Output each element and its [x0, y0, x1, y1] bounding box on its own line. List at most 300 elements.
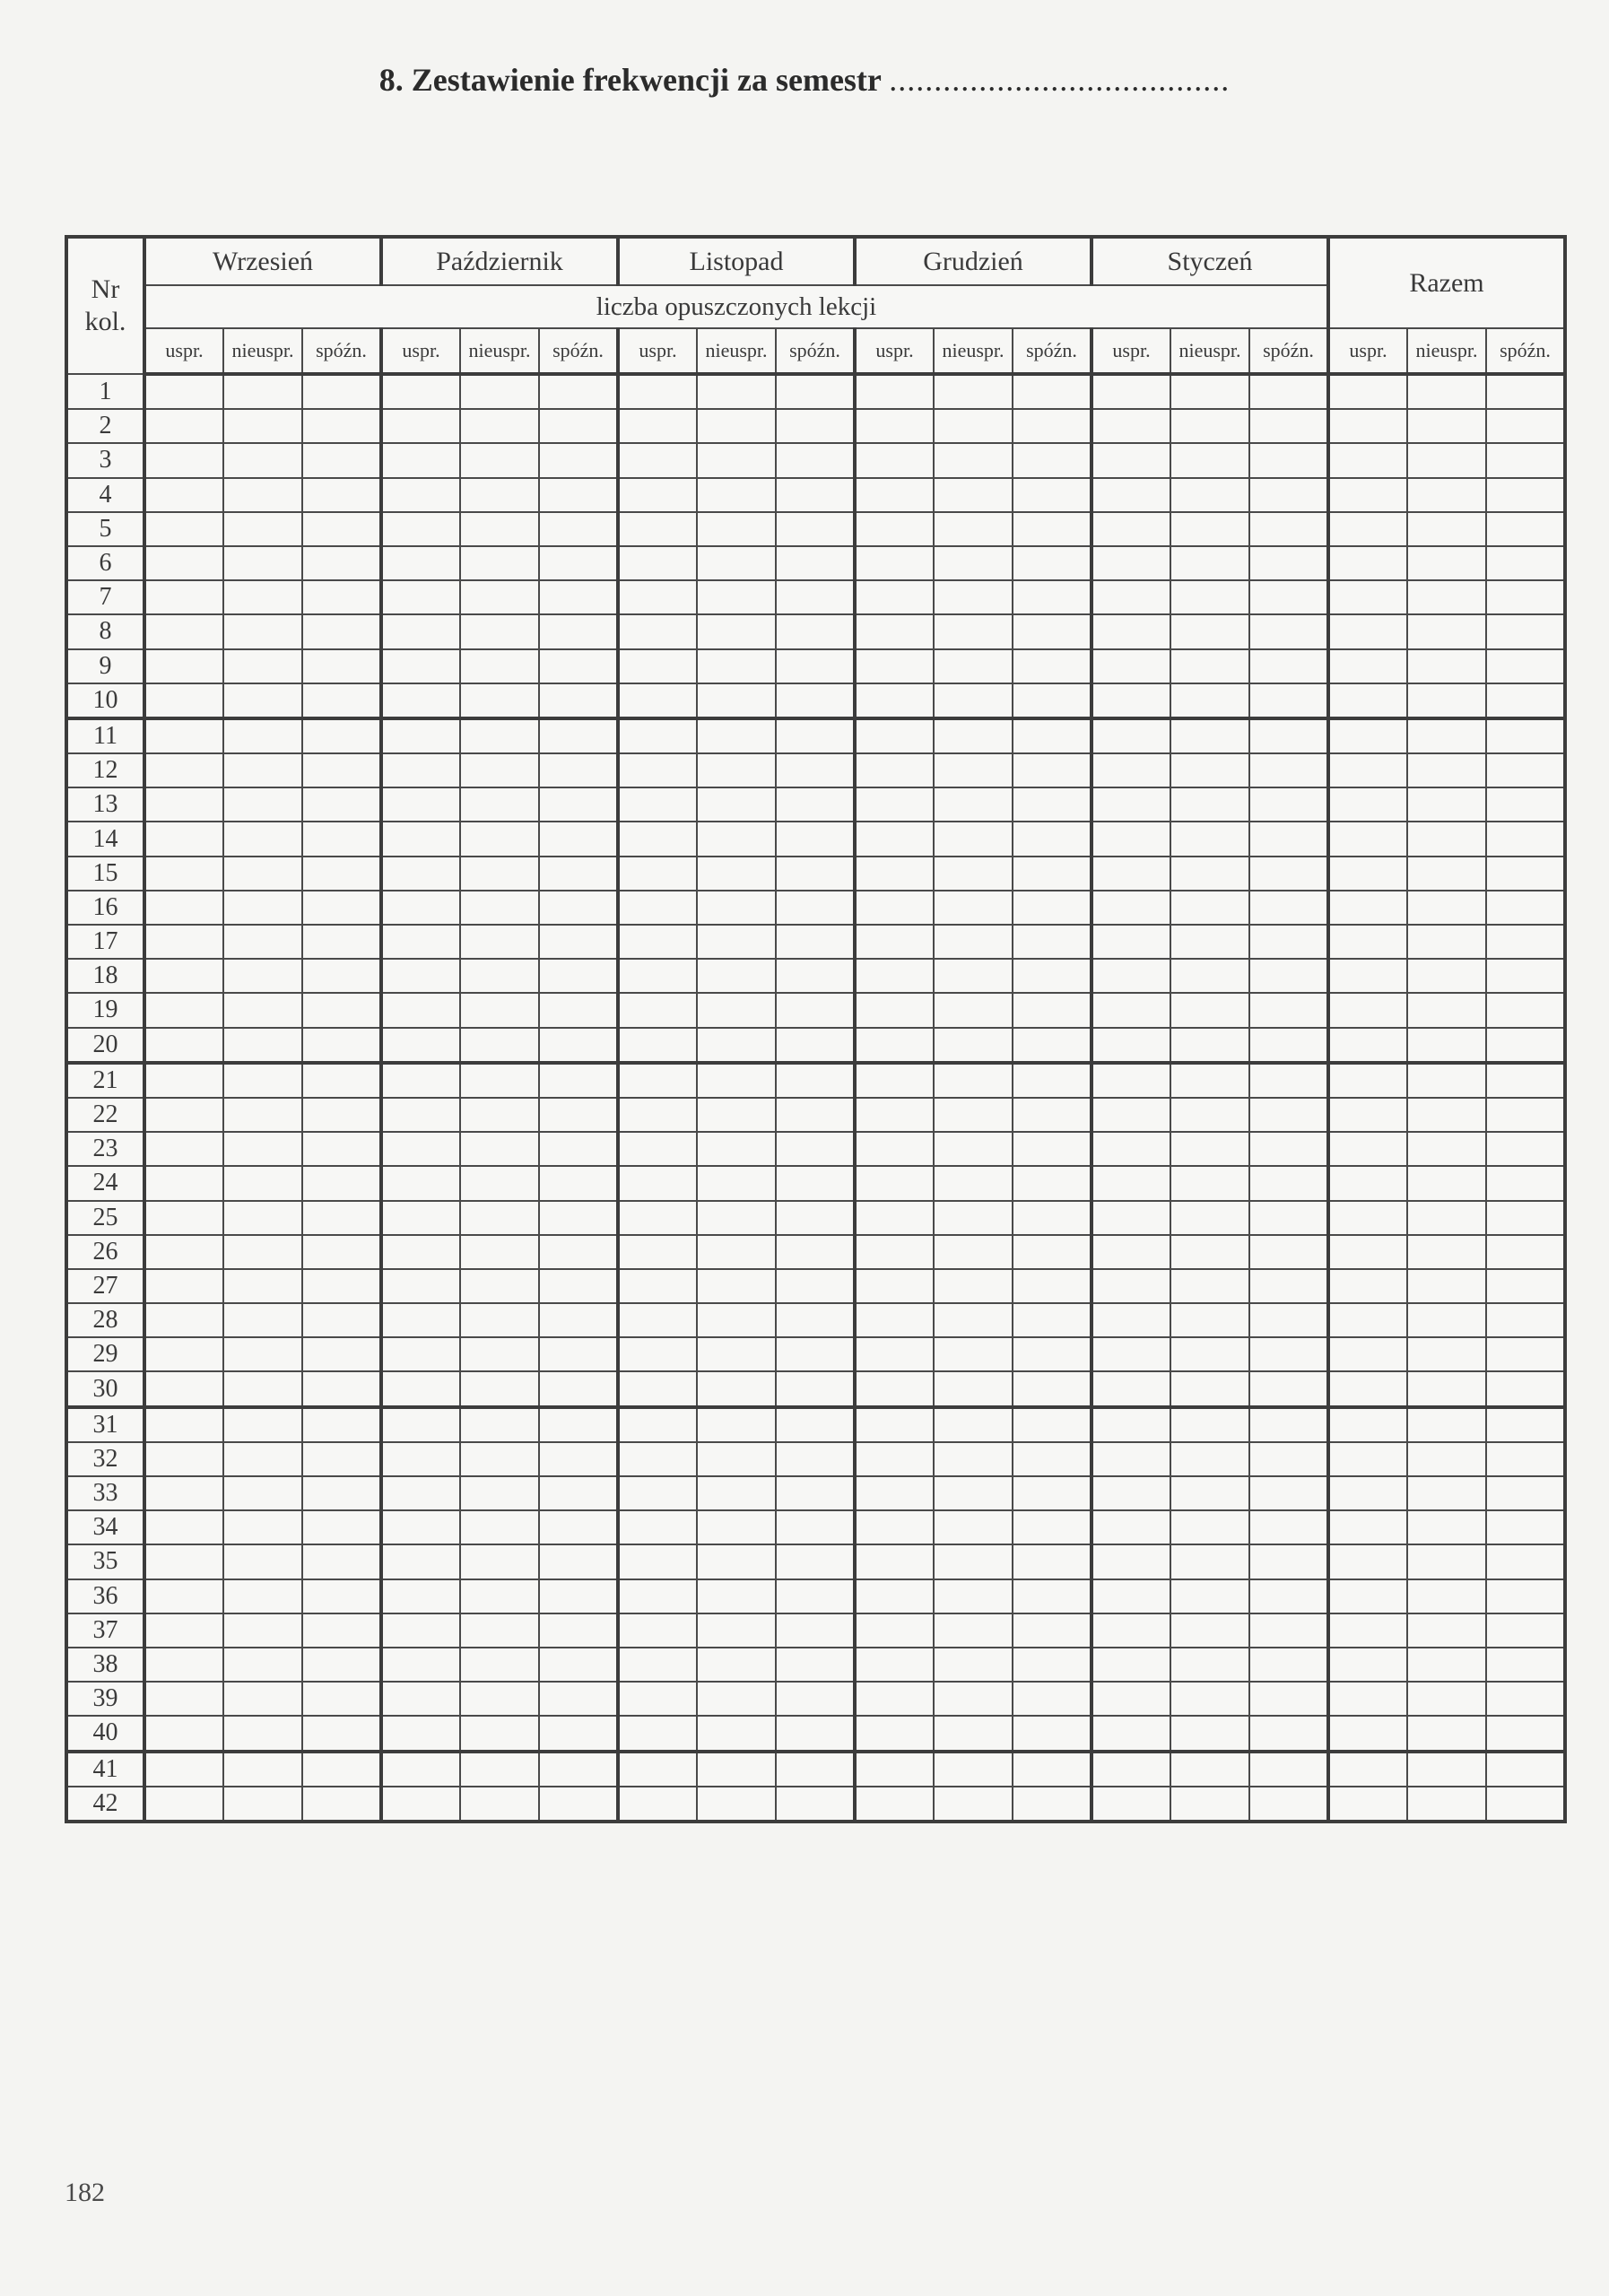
entry-cell[interactable]: [776, 649, 855, 683]
entry-cell[interactable]: [1249, 1716, 1328, 1751]
entry-cell[interactable]: [618, 1132, 697, 1166]
entry-cell[interactable]: [697, 1028, 776, 1063]
entry-cell[interactable]: [1092, 580, 1170, 614]
entry-cell[interactable]: [1170, 512, 1249, 546]
entry-cell[interactable]: [697, 512, 776, 546]
entry-cell[interactable]: [697, 1337, 776, 1371]
entry-cell[interactable]: [618, 1682, 697, 1716]
entry-cell[interactable]: [381, 1613, 460, 1648]
entry-cell[interactable]: [776, 891, 855, 925]
entry-cell[interactable]: [1013, 1166, 1092, 1200]
entry-cell[interactable]: [855, 1510, 934, 1544]
entry-cell[interactable]: [1249, 374, 1328, 409]
entry-cell[interactable]: [934, 1063, 1013, 1098]
entry-cell[interactable]: [1486, 1201, 1565, 1235]
entry-cell[interactable]: [223, 1028, 302, 1063]
entry-cell[interactable]: [776, 580, 855, 614]
entry-cell[interactable]: [1407, 1098, 1486, 1132]
entry-cell[interactable]: [1092, 1337, 1170, 1371]
entry-cell[interactable]: [934, 409, 1013, 443]
entry-cell[interactable]: [934, 1269, 1013, 1303]
entry-cell[interactable]: [1249, 1613, 1328, 1648]
entry-cell[interactable]: [855, 1235, 934, 1269]
entry-cell[interactable]: [1013, 1682, 1092, 1716]
entry-cell[interactable]: [618, 614, 697, 648]
entry-cell[interactable]: [144, 1235, 223, 1269]
entry-cell[interactable]: [223, 546, 302, 580]
entry-cell[interactable]: [223, 683, 302, 718]
entry-cell[interactable]: [1170, 1407, 1249, 1442]
entry-cell[interactable]: [1486, 1752, 1565, 1787]
entry-cell[interactable]: [776, 1269, 855, 1303]
entry-cell[interactable]: [1092, 1407, 1170, 1442]
entry-cell[interactable]: [144, 787, 223, 822]
entry-cell[interactable]: [1092, 1787, 1170, 1822]
entry-cell[interactable]: [460, 753, 539, 787]
entry-cell[interactable]: [539, 753, 618, 787]
entry-cell[interactable]: [1013, 1269, 1092, 1303]
entry-cell[interactable]: [1407, 787, 1486, 822]
entry-cell[interactable]: [855, 409, 934, 443]
entry-cell[interactable]: [776, 822, 855, 856]
entry-cell[interactable]: [1407, 1613, 1486, 1648]
entry-cell[interactable]: [697, 1510, 776, 1544]
entry-cell[interactable]: [1170, 1269, 1249, 1303]
entry-cell[interactable]: [1486, 1648, 1565, 1682]
entry-cell[interactable]: [1328, 959, 1407, 993]
entry-cell[interactable]: [302, 1648, 381, 1682]
entry-cell[interactable]: [1407, 857, 1486, 891]
entry-cell[interactable]: [223, 891, 302, 925]
entry-cell[interactable]: [1407, 1166, 1486, 1200]
entry-cell[interactable]: [223, 1303, 302, 1337]
entry-cell[interactable]: [1249, 1787, 1328, 1822]
entry-cell[interactable]: [697, 753, 776, 787]
entry-cell[interactable]: [1249, 512, 1328, 546]
entry-cell[interactable]: [618, 1337, 697, 1371]
entry-cell[interactable]: [776, 1510, 855, 1544]
entry-cell[interactable]: [1013, 443, 1092, 477]
entry-cell[interactable]: [1328, 1371, 1407, 1406]
entry-cell[interactable]: [697, 1716, 776, 1751]
entry-cell[interactable]: [697, 1787, 776, 1822]
entry-cell[interactable]: [539, 857, 618, 891]
entry-cell[interactable]: [697, 925, 776, 959]
entry-cell[interactable]: [144, 822, 223, 856]
entry-cell[interactable]: [1170, 1166, 1249, 1200]
entry-cell[interactable]: [381, 1716, 460, 1751]
entry-cell[interactable]: [1170, 1442, 1249, 1476]
entry-cell[interactable]: [1170, 925, 1249, 959]
entry-cell[interactable]: [697, 1407, 776, 1442]
entry-cell[interactable]: [1013, 1787, 1092, 1822]
entry-cell[interactable]: [381, 1407, 460, 1442]
entry-cell[interactable]: [539, 1752, 618, 1787]
entry-cell[interactable]: [223, 1787, 302, 1822]
entry-cell[interactable]: [1328, 614, 1407, 648]
entry-cell[interactable]: [1407, 925, 1486, 959]
entry-cell[interactable]: [1486, 753, 1565, 787]
entry-cell[interactable]: [618, 1201, 697, 1235]
entry-cell[interactable]: [1170, 1201, 1249, 1235]
entry-cell[interactable]: [1407, 478, 1486, 512]
entry-cell[interactable]: [697, 683, 776, 718]
entry-cell[interactable]: [1328, 478, 1407, 512]
entry-cell[interactable]: [776, 1371, 855, 1406]
entry-cell[interactable]: [1249, 1063, 1328, 1098]
entry-cell[interactable]: [1249, 1682, 1328, 1716]
entry-cell[interactable]: [381, 857, 460, 891]
entry-cell[interactable]: [855, 1098, 934, 1132]
entry-cell[interactable]: [934, 1648, 1013, 1682]
entry-cell[interactable]: [1170, 891, 1249, 925]
entry-cell[interactable]: [144, 512, 223, 546]
entry-cell[interactable]: [381, 478, 460, 512]
entry-cell[interactable]: [1013, 1476, 1092, 1510]
entry-cell[interactable]: [618, 822, 697, 856]
entry-cell[interactable]: [144, 649, 223, 683]
entry-cell[interactable]: [381, 787, 460, 822]
entry-cell[interactable]: [1013, 787, 1092, 822]
entry-cell[interactable]: [539, 1476, 618, 1510]
entry-cell[interactable]: [1328, 925, 1407, 959]
entry-cell[interactable]: [1407, 753, 1486, 787]
entry-cell[interactable]: [1249, 1407, 1328, 1442]
entry-cell[interactable]: [855, 1442, 934, 1476]
entry-cell[interactable]: [1170, 787, 1249, 822]
entry-cell[interactable]: [934, 1028, 1013, 1063]
entry-cell[interactable]: [223, 1648, 302, 1682]
entry-cell[interactable]: [381, 1166, 460, 1200]
entry-cell[interactable]: [776, 1613, 855, 1648]
entry-cell[interactable]: [1486, 1442, 1565, 1476]
entry-cell[interactable]: [302, 891, 381, 925]
entry-cell[interactable]: [1407, 1682, 1486, 1716]
entry-cell[interactable]: [460, 546, 539, 580]
entry-cell[interactable]: [539, 1648, 618, 1682]
entry-cell[interactable]: [381, 1201, 460, 1235]
entry-cell[interactable]: [1249, 1442, 1328, 1476]
entry-cell[interactable]: [1328, 1682, 1407, 1716]
entry-cell[interactable]: [539, 1510, 618, 1544]
entry-cell[interactable]: [934, 1201, 1013, 1235]
entry-cell[interactable]: [1486, 512, 1565, 546]
entry-cell[interactable]: [223, 1166, 302, 1200]
entry-cell[interactable]: [855, 1648, 934, 1682]
entry-cell[interactable]: [855, 1166, 934, 1200]
entry-cell[interactable]: [1407, 822, 1486, 856]
entry-cell[interactable]: [1328, 1303, 1407, 1337]
entry-cell[interactable]: [1170, 1476, 1249, 1510]
entry-cell[interactable]: [144, 1510, 223, 1544]
entry-cell[interactable]: [539, 614, 618, 648]
entry-cell[interactable]: [934, 478, 1013, 512]
entry-cell[interactable]: [1407, 1544, 1486, 1578]
entry-cell[interactable]: [460, 649, 539, 683]
entry-cell[interactable]: [460, 1682, 539, 1716]
entry-cell[interactable]: [1092, 1098, 1170, 1132]
entry-cell[interactable]: [1328, 1716, 1407, 1751]
entry-cell[interactable]: [855, 891, 934, 925]
entry-cell[interactable]: [618, 1648, 697, 1682]
entry-cell[interactable]: [855, 1337, 934, 1371]
entry-cell[interactable]: [1170, 1028, 1249, 1063]
entry-cell[interactable]: [697, 1442, 776, 1476]
entry-cell[interactable]: [460, 1201, 539, 1235]
entry-cell[interactable]: [381, 1098, 460, 1132]
entry-cell[interactable]: [855, 753, 934, 787]
entry-cell[interactable]: [855, 1716, 934, 1751]
entry-cell[interactable]: [1013, 1579, 1092, 1613]
entry-cell[interactable]: [1486, 1303, 1565, 1337]
entry-cell[interactable]: [302, 1476, 381, 1510]
entry-cell[interactable]: [1328, 1235, 1407, 1269]
entry-cell[interactable]: [539, 683, 618, 718]
entry-cell[interactable]: [1249, 443, 1328, 477]
entry-cell[interactable]: [1092, 1063, 1170, 1098]
entry-cell[interactable]: [855, 1613, 934, 1648]
entry-cell[interactable]: [1013, 1028, 1092, 1063]
entry-cell[interactable]: [1013, 857, 1092, 891]
entry-cell[interactable]: [934, 580, 1013, 614]
entry-cell[interactable]: [460, 1132, 539, 1166]
entry-cell[interactable]: [302, 1063, 381, 1098]
entry-cell[interactable]: [1486, 580, 1565, 614]
entry-cell[interactable]: [539, 443, 618, 477]
entry-cell[interactable]: [302, 580, 381, 614]
entry-cell[interactable]: [618, 1098, 697, 1132]
entry-cell[interactable]: [144, 1063, 223, 1098]
entry-cell[interactable]: [618, 580, 697, 614]
entry-cell[interactable]: [855, 1063, 934, 1098]
entry-cell[interactable]: [1013, 683, 1092, 718]
entry-cell[interactable]: [697, 1752, 776, 1787]
entry-cell[interactable]: [1013, 1648, 1092, 1682]
entry-cell[interactable]: [1328, 1407, 1407, 1442]
entry-cell[interactable]: [1170, 993, 1249, 1027]
entry-cell[interactable]: [381, 409, 460, 443]
entry-cell[interactable]: [223, 1544, 302, 1578]
entry-cell[interactable]: [1407, 614, 1486, 648]
entry-cell[interactable]: [1092, 1442, 1170, 1476]
entry-cell[interactable]: [539, 374, 618, 409]
entry-cell[interactable]: [1092, 1716, 1170, 1751]
entry-cell[interactable]: [1486, 891, 1565, 925]
entry-cell[interactable]: [381, 1648, 460, 1682]
entry-cell[interactable]: [697, 374, 776, 409]
entry-cell[interactable]: [1328, 649, 1407, 683]
entry-cell[interactable]: [697, 1098, 776, 1132]
entry-cell[interactable]: [460, 1787, 539, 1822]
entry-cell[interactable]: [223, 753, 302, 787]
entry-cell[interactable]: [381, 1510, 460, 1544]
entry-cell[interactable]: [1249, 546, 1328, 580]
entry-cell[interactable]: [223, 1442, 302, 1476]
entry-cell[interactable]: [776, 1752, 855, 1787]
entry-cell[interactable]: [697, 409, 776, 443]
entry-cell[interactable]: [697, 546, 776, 580]
entry-cell[interactable]: [1249, 649, 1328, 683]
entry-cell[interactable]: [223, 1063, 302, 1098]
entry-cell[interactable]: [934, 1407, 1013, 1442]
entry-cell[interactable]: [223, 822, 302, 856]
entry-cell[interactable]: [1249, 1752, 1328, 1787]
entry-cell[interactable]: [223, 1235, 302, 1269]
entry-cell[interactable]: [855, 787, 934, 822]
entry-cell[interactable]: [934, 374, 1013, 409]
entry-cell[interactable]: [1249, 891, 1328, 925]
entry-cell[interactable]: [1170, 1682, 1249, 1716]
entry-cell[interactable]: [1170, 683, 1249, 718]
entry-cell[interactable]: [934, 1442, 1013, 1476]
entry-cell[interactable]: [381, 718, 460, 753]
entry-cell[interactable]: [776, 1063, 855, 1098]
entry-cell[interactable]: [1013, 718, 1092, 753]
entry-cell[interactable]: [1328, 409, 1407, 443]
entry-cell[interactable]: [1486, 1337, 1565, 1371]
entry-cell[interactable]: [144, 959, 223, 993]
entry-cell[interactable]: [302, 546, 381, 580]
entry-cell[interactable]: [539, 1028, 618, 1063]
entry-cell[interactable]: [1328, 1201, 1407, 1235]
entry-cell[interactable]: [539, 1063, 618, 1098]
entry-cell[interactable]: [1486, 1787, 1565, 1822]
entry-cell[interactable]: [1092, 1303, 1170, 1337]
entry-cell[interactable]: [1328, 1028, 1407, 1063]
entry-cell[interactable]: [1249, 753, 1328, 787]
entry-cell[interactable]: [1013, 1752, 1092, 1787]
entry-cell[interactable]: [1013, 478, 1092, 512]
entry-cell[interactable]: [1092, 1579, 1170, 1613]
entry-cell[interactable]: [855, 1476, 934, 1510]
entry-cell[interactable]: [381, 925, 460, 959]
entry-cell[interactable]: [460, 1166, 539, 1200]
entry-cell[interactable]: [381, 614, 460, 648]
entry-cell[interactable]: [1092, 1510, 1170, 1544]
entry-cell[interactable]: [381, 753, 460, 787]
entry-cell[interactable]: [1092, 753, 1170, 787]
entry-cell[interactable]: [1486, 1510, 1565, 1544]
entry-cell[interactable]: [1170, 1510, 1249, 1544]
entry-cell[interactable]: [539, 1787, 618, 1822]
entry-cell[interactable]: [697, 1371, 776, 1406]
entry-cell[interactable]: [1249, 1132, 1328, 1166]
entry-cell[interactable]: [776, 1337, 855, 1371]
entry-cell[interactable]: [1170, 443, 1249, 477]
entry-cell[interactable]: [460, 1544, 539, 1578]
entry-cell[interactable]: [223, 1579, 302, 1613]
entry-cell[interactable]: [934, 959, 1013, 993]
entry-cell[interactable]: [223, 1682, 302, 1716]
entry-cell[interactable]: [934, 1303, 1013, 1337]
entry-cell[interactable]: [539, 546, 618, 580]
entry-cell[interactable]: [618, 683, 697, 718]
entry-cell[interactable]: [776, 1787, 855, 1822]
entry-cell[interactable]: [381, 822, 460, 856]
entry-cell[interactable]: [1486, 925, 1565, 959]
entry-cell[interactable]: [144, 614, 223, 648]
entry-cell[interactable]: [302, 753, 381, 787]
entry-cell[interactable]: [697, 993, 776, 1027]
entry-cell[interactable]: [1407, 1510, 1486, 1544]
entry-cell[interactable]: [539, 891, 618, 925]
entry-cell[interactable]: [697, 1132, 776, 1166]
entry-cell[interactable]: [776, 546, 855, 580]
entry-cell[interactable]: [1249, 478, 1328, 512]
entry-cell[interactable]: [1249, 683, 1328, 718]
entry-cell[interactable]: [302, 718, 381, 753]
entry-cell[interactable]: [1013, 925, 1092, 959]
entry-cell[interactable]: [381, 1476, 460, 1510]
entry-cell[interactable]: [1407, 443, 1486, 477]
entry-cell[interactable]: [618, 1235, 697, 1269]
entry-cell[interactable]: [1328, 1269, 1407, 1303]
entry-cell[interactable]: [697, 1579, 776, 1613]
entry-cell[interactable]: [1170, 1235, 1249, 1269]
entry-cell[interactable]: [223, 1337, 302, 1371]
entry-cell[interactable]: [1407, 1407, 1486, 1442]
entry-cell[interactable]: [460, 1337, 539, 1371]
entry-cell[interactable]: [539, 822, 618, 856]
entry-cell[interactable]: [460, 1648, 539, 1682]
entry-cell[interactable]: [381, 1132, 460, 1166]
entry-cell[interactable]: [381, 546, 460, 580]
entry-cell[interactable]: [697, 1235, 776, 1269]
entry-cell[interactable]: [381, 959, 460, 993]
entry-cell[interactable]: [697, 1544, 776, 1578]
entry-cell[interactable]: [223, 1269, 302, 1303]
entry-cell[interactable]: [1407, 546, 1486, 580]
entry-cell[interactable]: [144, 1407, 223, 1442]
entry-cell[interactable]: [460, 891, 539, 925]
entry-cell[interactable]: [1013, 753, 1092, 787]
entry-cell[interactable]: [1170, 1371, 1249, 1406]
entry-cell[interactable]: [1092, 1682, 1170, 1716]
entry-cell[interactable]: [460, 443, 539, 477]
entry-cell[interactable]: [302, 1201, 381, 1235]
entry-cell[interactable]: [539, 1682, 618, 1716]
entry-cell[interactable]: [776, 1544, 855, 1578]
entry-cell[interactable]: [855, 857, 934, 891]
entry-cell[interactable]: [144, 1648, 223, 1682]
entry-cell[interactable]: [1170, 1579, 1249, 1613]
entry-cell[interactable]: [460, 993, 539, 1027]
entry-cell[interactable]: [460, 1442, 539, 1476]
entry-cell[interactable]: [460, 1407, 539, 1442]
entry-cell[interactable]: [855, 1303, 934, 1337]
entry-cell[interactable]: [223, 374, 302, 409]
entry-cell[interactable]: [223, 1613, 302, 1648]
entry-cell[interactable]: [1407, 993, 1486, 1027]
entry-cell[interactable]: [1092, 1235, 1170, 1269]
entry-cell[interactable]: [776, 1648, 855, 1682]
entry-cell[interactable]: [618, 1028, 697, 1063]
entry-cell[interactable]: [934, 1476, 1013, 1510]
entry-cell[interactable]: [1170, 409, 1249, 443]
entry-cell[interactable]: [223, 993, 302, 1027]
entry-cell[interactable]: [934, 683, 1013, 718]
entry-cell[interactable]: [1249, 614, 1328, 648]
entry-cell[interactable]: [223, 1201, 302, 1235]
entry-cell[interactable]: [144, 1787, 223, 1822]
entry-cell[interactable]: [855, 1752, 934, 1787]
entry-cell[interactable]: [1328, 787, 1407, 822]
entry-cell[interactable]: [1013, 1544, 1092, 1578]
entry-cell[interactable]: [618, 1442, 697, 1476]
entry-cell[interactable]: [1092, 857, 1170, 891]
entry-cell[interactable]: [776, 1028, 855, 1063]
entry-cell[interactable]: [539, 959, 618, 993]
